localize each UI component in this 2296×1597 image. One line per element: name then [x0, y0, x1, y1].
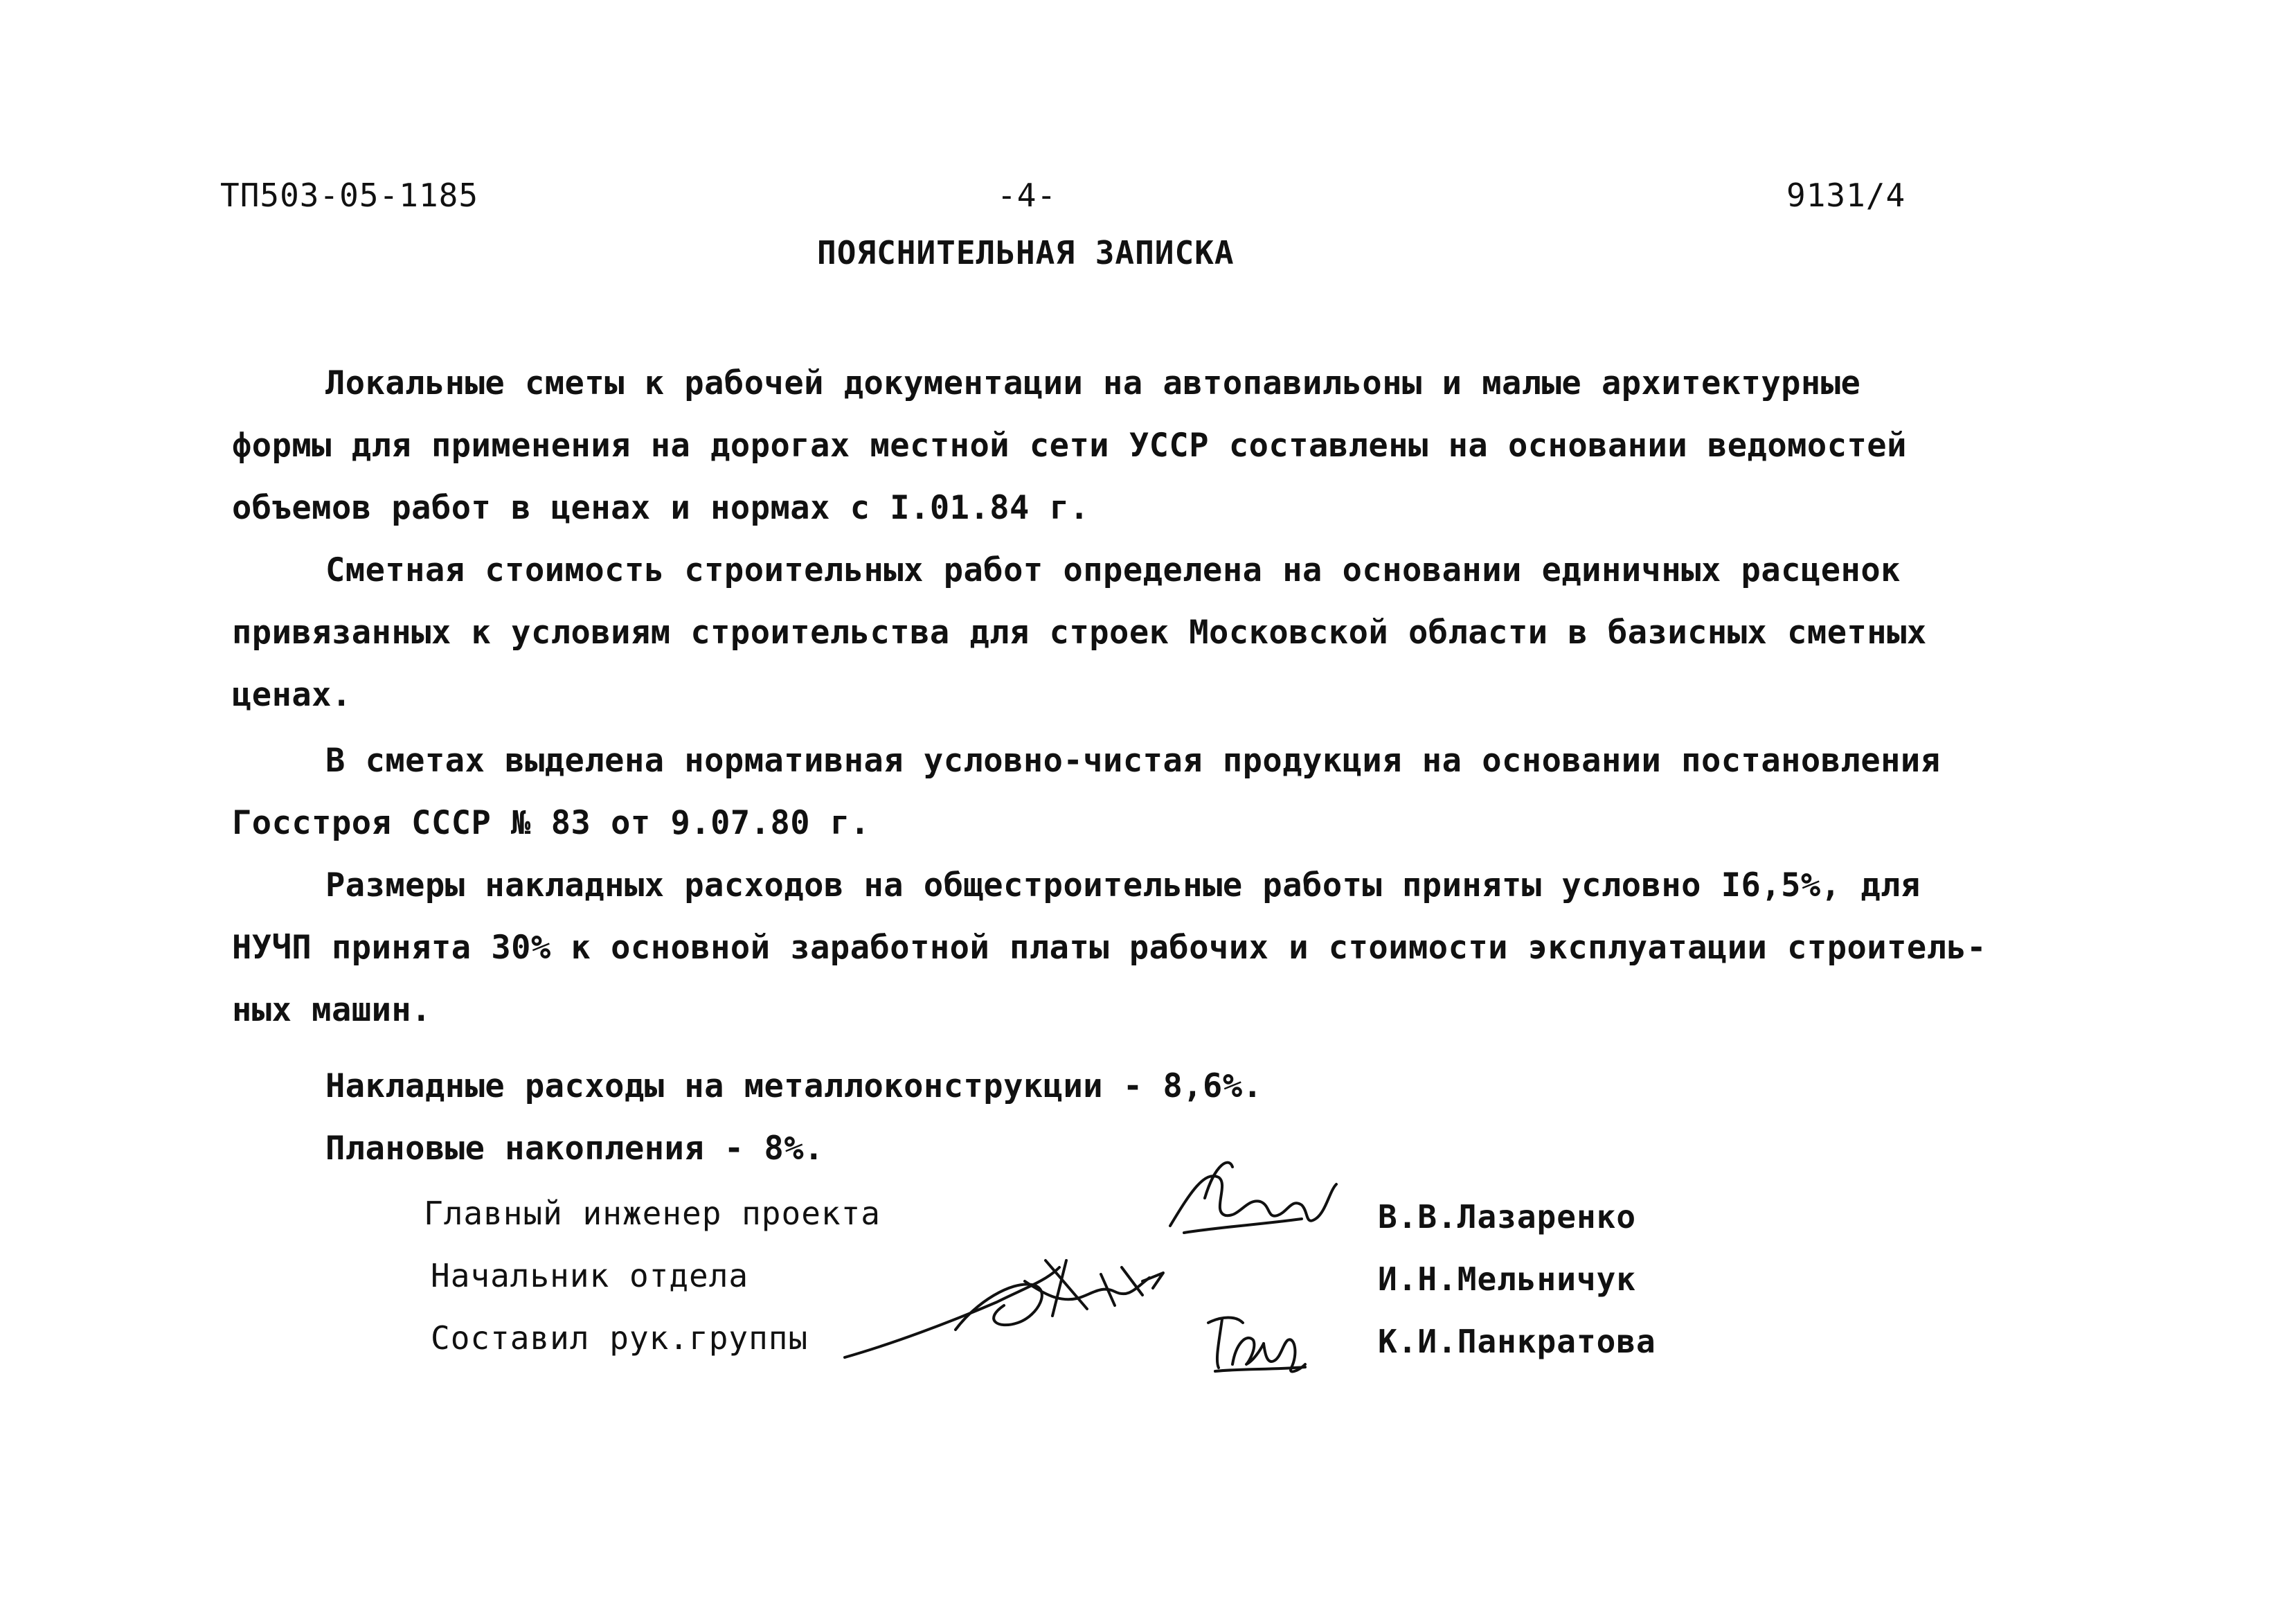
body-line: Локальные сметы к рабочей документации на автопавильоны и малые архитектурные: [325, 364, 1861, 402]
body-line: объемов работ в ценах и нормах с I.01.84 г.: [232, 489, 1090, 527]
body-line: В сметах выделена нормативная условно-чистая продукция на основании постановления: [325, 742, 1941, 780]
body-line: Размеры накладных расходов на общестроительные работы приняты условно I6,5%, для: [325, 866, 1921, 904]
body-line: Плановые накопления - 8%.: [325, 1130, 824, 1168]
document-title: ПОЯСНИТЕЛЬНАЯ ЗАПИСКА: [817, 234, 1235, 271]
signature-role: Составил рук.группы: [431, 1319, 809, 1357]
document-code: ТП503-05-1185: [220, 177, 479, 214]
signature-3-mark: [1201, 1302, 1312, 1378]
body-line: Сметная стоимость строительных работ определена на основании единичных расценок: [325, 551, 1901, 589]
signature-role: Начальник отдела: [431, 1257, 749, 1294]
page-number: -4-: [997, 177, 1057, 214]
body-line: формы для применения на дорогах местной сети УССР составлены на основании ведомостей: [232, 427, 1907, 465]
signature-name: И.Н.Мельничук: [1378, 1260, 1637, 1298]
body-line: ных машин.: [232, 991, 431, 1029]
signature-2-mark: [838, 1219, 1198, 1371]
signature-name: К.И.Панкратова: [1378, 1323, 1656, 1360]
sheet-code: 9131/4: [1786, 177, 1906, 214]
signature-role: Главный инженер проекта: [424, 1195, 881, 1232]
body-line: НУЧП принята 30% к основной заработной платы рабочих и стоимости эксплуатации строитель-: [232, 929, 1987, 967]
body-line: Накладные расходы на металлоконструкции - 8,6%.: [325, 1067, 1263, 1105]
signature-name: В.В.Лазаренко: [1378, 1198, 1637, 1235]
body-line: ценах.: [232, 676, 352, 714]
body-line: привязанных к условиям строительства для строек Московской области в базисных сметных: [232, 614, 1927, 652]
body-line: Госстроя СССР № 83 от 9.07.80 г.: [232, 804, 870, 842]
